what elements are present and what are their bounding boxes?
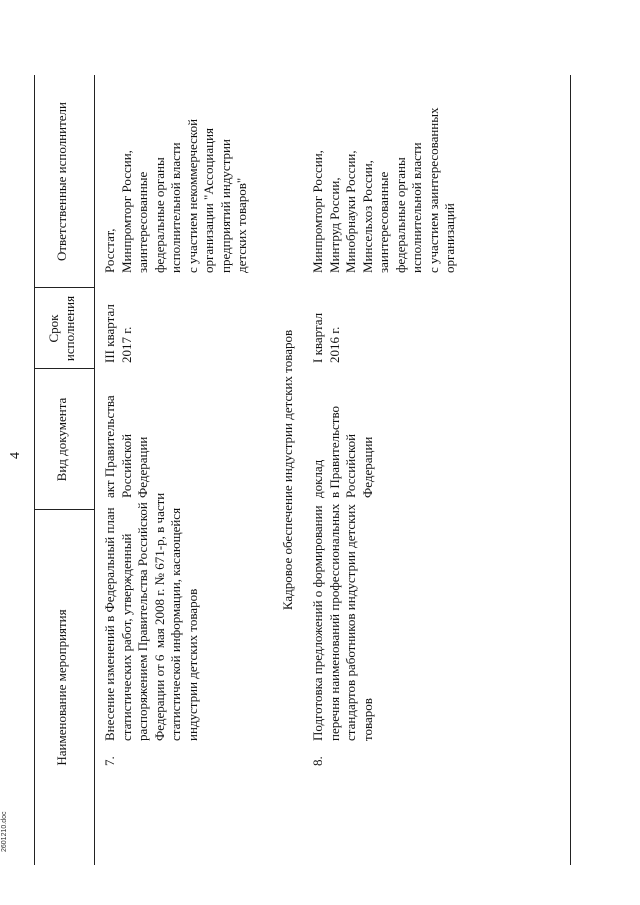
header-doc-type: Вид документа <box>54 397 69 482</box>
row-7-executors: Росстат, Минпромторг России, заинтересованные федеральные органы исполнительной власти с участием некоммерческой организации "Ассоциация предприятий индустрии детских товаров" <box>102 118 249 273</box>
row-8-deadline: I квартал 2016 г. <box>310 312 342 363</box>
section-heading: Кадровое обеспечение индустрии детских товаров <box>280 329 295 611</box>
header-name: Наименование мероприятия <box>54 609 69 766</box>
table-bottom-border <box>570 75 571 865</box>
row-8-name: Подготовка предложений о формировании перечня наименований профессиональных стандартов работников индустрии детских товаров <box>310 503 375 741</box>
table-top-border <box>34 75 35 865</box>
file-footer: 2601210.doc <box>1 811 8 852</box>
row-7-name: Внесение изменений в Федеральный план статистических работ, утвержденный распоряжением Правительства Российской Федерации от 6 мая 2008 г. № 671-р, в части статистической информации, касающейся индустрии детских товаров <box>102 492 200 741</box>
row-8-executors: Минпромторг России, Минтруд России, Минобрнауки России, Минсельхоз России, заинтересованные федеральные органы исполнительной власти с участием заинтересованных организаций <box>310 107 457 273</box>
header-executors: Ответственные исполнители <box>54 102 69 262</box>
page-number: 4 <box>8 452 23 459</box>
row-7-number: 7. <box>102 756 117 766</box>
row-8-doc-type: доклад в Правительство Российской Федерации <box>310 405 375 498</box>
header-deadline: Срок исполнения <box>46 295 77 362</box>
row-7-doc-type: акт Правительства Российской Федерации <box>102 395 150 498</box>
row-7-deadline: III квартал 2017 г. <box>102 304 134 363</box>
row-8-number: 8. <box>310 756 325 766</box>
header-bottom-border <box>94 75 95 865</box>
